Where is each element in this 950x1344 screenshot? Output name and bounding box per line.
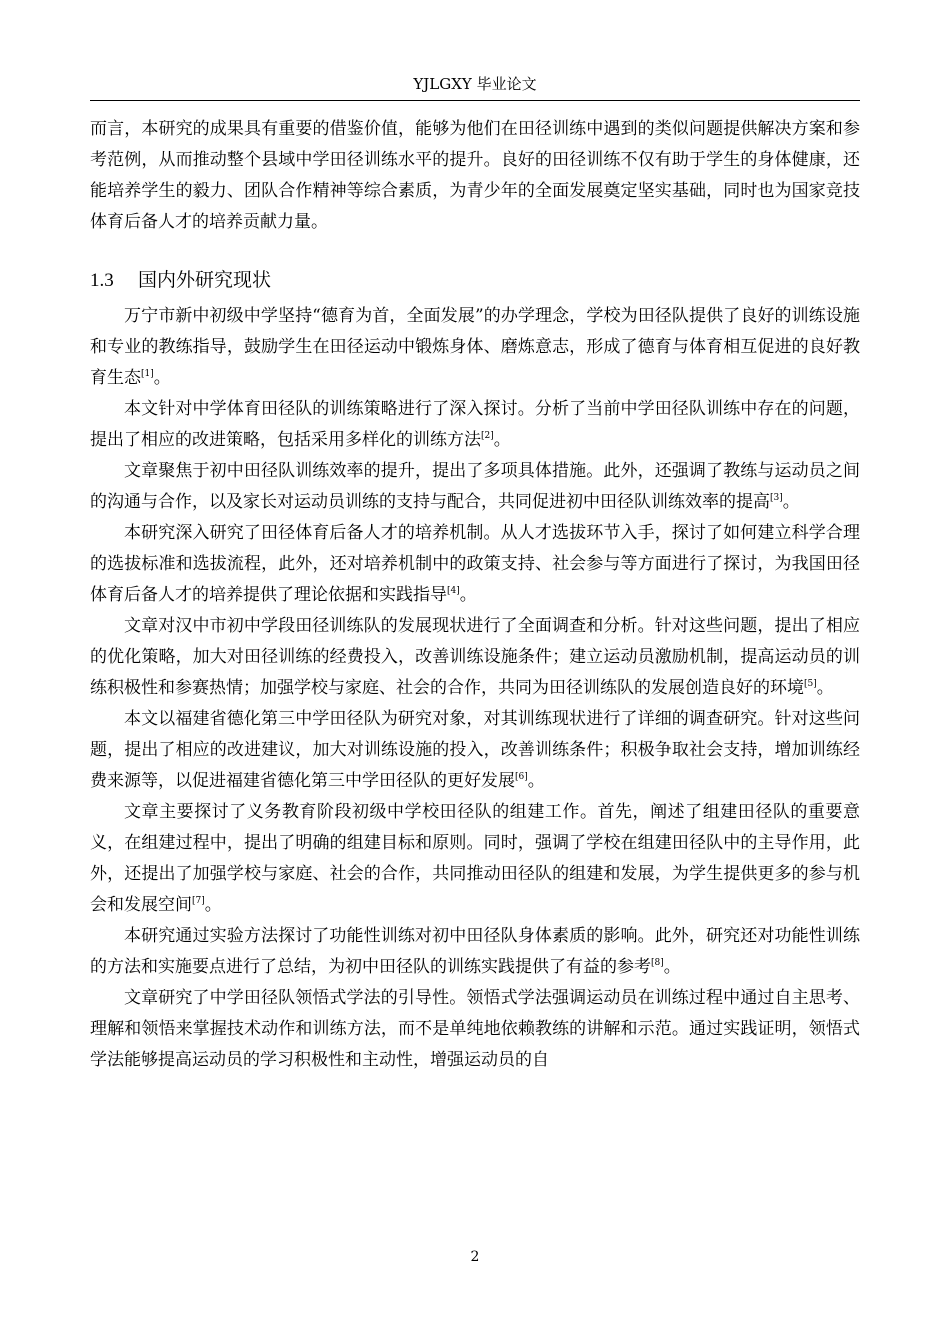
section-heading — [90, 263, 860, 298]
paragraph-text: 本研究通过实验方法探讨了功能性训练对初中田径队身体素质的影响。此外，研究还对功能性训练的方法和实施要点进行了总结，为初中田径队的训练实践提供了有益的参考 — [90, 926, 860, 977]
paragraph — [90, 983, 860, 1076]
paragraph-text: 文章主要探讨了义务教育阶段初级中学校田径队的组建工作。首先，阐述了组建田径队的重要意义，在组建过程中，提出了明确的组建目标和原则。同时，强调了学校在组建田径队中的主导作用，此外，还提出了加强学校与家庭、社会的合作，共同推动田径队的组建和发展，为学生提供更多的参与机会和发展空间 — [90, 802, 860, 915]
paragraph-end: 。 — [459, 585, 477, 605]
paragraph — [90, 456, 860, 518]
paragraph — [90, 611, 860, 704]
paragraph — [90, 797, 860, 921]
citation-ref[interactable]: [8] — [651, 958, 664, 968]
section-number: 1.3 — [90, 270, 114, 291]
citation-ref[interactable]: [2] — [481, 431, 494, 441]
paragraph-end: 。 — [153, 368, 171, 388]
section-title: 国内外研究现状 — [138, 269, 272, 291]
paragraph — [90, 704, 860, 797]
citation-ref[interactable]: [3] — [770, 493, 783, 503]
paragraph-text: 文章对汉中市初中学段田径训练队的发展现状进行了全面调查和分析。针对这些问题，提出了相应的优化策略，加大对田径训练的经费投入，改善训练设施条件；建立运动员激励机制，提高运动员的训练积极性和参赛热情；加强学校与家庭、社会的合作，共同为田径训练队的发展创造良好的环境 — [90, 616, 860, 698]
paragraph-text: 本文针对中学体育田径队的训练策略进行了深入探讨。分析了当前中学田径队训练中存在的问题，提出了相应的改进策略，包括采用多样化的训练方法 — [90, 399, 860, 450]
paragraph-end: 。 — [782, 492, 800, 512]
paragraph-end: 。 — [816, 678, 834, 698]
paragraph — [90, 518, 860, 611]
paragraph-text: 万宁市新中初级中学坚持“德育为首，全面发展”的办学理念，学校为田径队提供了良好的训练设施和专业的教练指导，鼓励学生在田径运动中锻炼身体、磨炼意志，形成了德育与体育相互促进的良好教育生态 — [90, 306, 860, 388]
citation-ref[interactable]: [7] — [192, 896, 205, 906]
page-body — [90, 114, 860, 1076]
paragraph-end: 。 — [663, 957, 681, 977]
paragraph — [90, 394, 860, 456]
paragraph-text: 本文以福建省德化第三中学田径队为研究对象，对其训练现状进行了详细的调查研究。针对这些问题，提出了相应的改进建议，加大对训练设施的投入，改善训练条件；积极争取社会支持，增加训练经费来源等，以促进福建省德化第三中学田径队的更好发展 — [90, 709, 860, 791]
paragraph-end: 。 — [493, 430, 511, 450]
paragraph — [90, 301, 860, 394]
paragraph — [90, 921, 860, 983]
page-number: 2 — [470, 1249, 480, 1265]
citation-ref[interactable]: [4] — [447, 586, 460, 596]
paragraph-end: 。 — [204, 895, 222, 915]
citation-ref[interactable]: [6] — [515, 772, 528, 782]
paragraph-end: 。 — [527, 771, 545, 791]
paragraph-text: 文章研究了中学田径队领悟式学法的引导性。领悟式学法强调运动员在训练过程中通过自主思考、理解和领悟来掌握技术动作和训练方法，而不是单纯地依赖教练的讲解和示范。通过实践证明，领悟式学法能够提高运动员的学习积极性和主动性，增强运动员的自 — [90, 988, 860, 1070]
paragraph-text: 本研究深入研究了田径体育后备人才的培养机制。从人才选拔环节入手，探讨了如何建立科学合理的选拔标准和选拔流程，此外，还对培养机制中的政策支持、社会参与等方面进行了探讨，为我国田径体育后备人才的培养提供了理论依据和实践指导 — [90, 523, 860, 605]
running-header: YJLGXY 毕业论文 — [413, 75, 537, 93]
citation-ref[interactable]: [5] — [804, 679, 817, 689]
paragraph-continued: 而言，本研究的成果具有重要的借鉴价值，能够为他们在田径训练中遇到的类似问题提供解决方案和参考范例，从而推动整个县域中学田径训练水平的提升。良好的田径训练不仅有助于学生的身体健康，还能培养学生的毅力、团队合作精神等综合素质，为青少年的全面发展奠定坚实基础，同时也为国家竞技体育后备人才的培养贡献力量。 — [90, 119, 860, 232]
citation-ref[interactable]: [1] — [141, 369, 154, 379]
paragraph-text: 文章聚焦于初中田径队训练效率的提升，提出了多项具体措施。此外，还强调了教练与运动员之间的沟通与合作，以及家长对运动员训练的支持与配合，共同促进初中田径队训练效率的提高 — [90, 461, 860, 512]
header-divider — [90, 100, 860, 101]
